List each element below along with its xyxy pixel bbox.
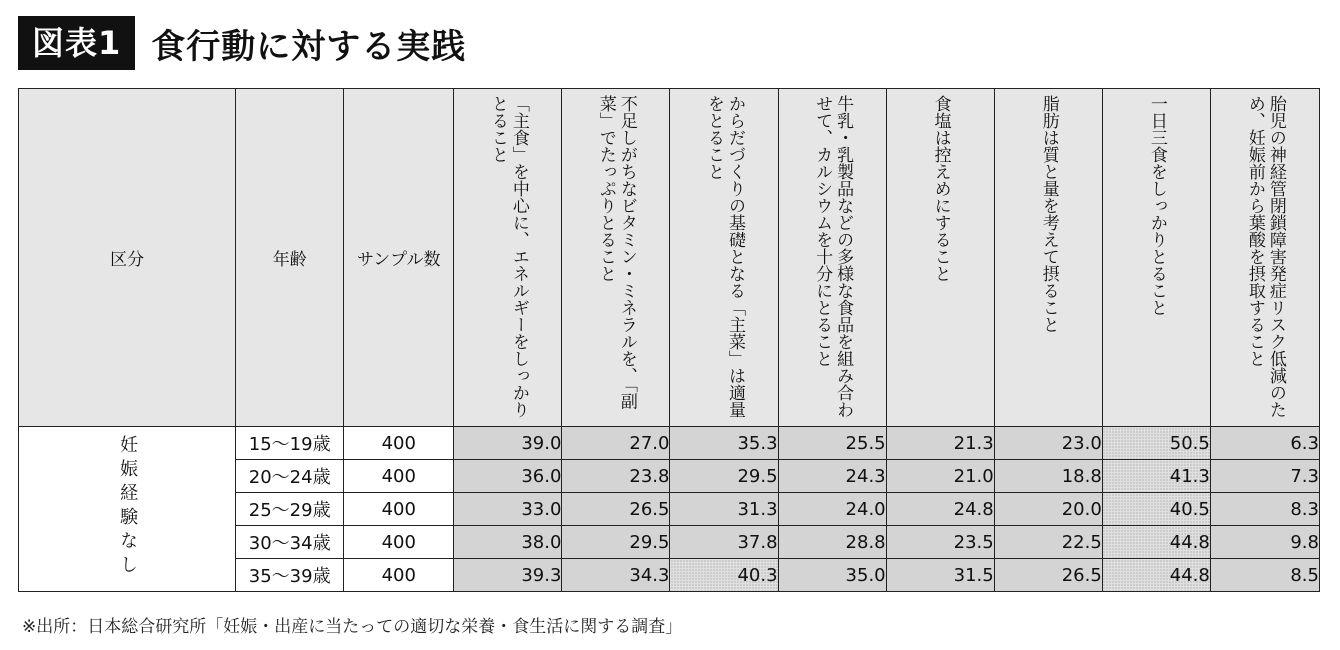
- sample-cell: 400: [344, 526, 454, 559]
- value-cell: 28.8: [778, 526, 886, 559]
- value-cell: 22.5: [994, 526, 1102, 559]
- header-col-8: [1210, 89, 1319, 427]
- figure-header: [18, 15, 466, 71]
- value-cell: 8.3: [1210, 493, 1319, 526]
- value-cell: 35.3: [670, 427, 778, 460]
- value-cell: 31.5: [886, 559, 994, 592]
- value-cell: 9.8: [1210, 526, 1319, 559]
- header-col-2: [562, 89, 670, 427]
- group-label: 妊娠経験なし: [117, 434, 139, 579]
- header-col-7-label: 一日三食をしっかりとること: [1146, 94, 1167, 316]
- value-cell: 33.0: [454, 493, 562, 526]
- header-col-1-label: 「主食」を中心に、エネルギーをしっかりとること: [487, 94, 529, 418]
- value-cell: 39.3: [454, 559, 562, 592]
- sample-cell: 400: [344, 427, 454, 460]
- header-col-6: [994, 89, 1102, 427]
- value-cell: 25.5: [778, 427, 886, 460]
- age-cell: 15〜19歳: [236, 427, 344, 460]
- value-cell: 34.3: [562, 559, 670, 592]
- value-cell: 37.8: [670, 526, 778, 559]
- header-col-8-label: 胎児の神経管閉鎖障害発症リスク低減のため、妊娠前から葉酸を摂取すること: [1244, 94, 1286, 418]
- age-cell: 35〜39歳: [236, 559, 344, 592]
- header-col-7: [1102, 89, 1210, 427]
- header-row: [19, 89, 1320, 427]
- value-cell: 26.5: [562, 493, 670, 526]
- value-cell-highlighted: 44.8: [1102, 526, 1210, 559]
- group-cell: [19, 427, 236, 592]
- age-cell: 30〜34歳: [236, 526, 344, 559]
- value-cell-highlighted: 50.5: [1102, 427, 1210, 460]
- table-row: [19, 427, 1320, 460]
- value-cell: 23.5: [886, 526, 994, 559]
- age-cell: 25〜29歳: [236, 493, 344, 526]
- value-cell-highlighted: 44.8: [1102, 559, 1210, 592]
- value-cell: 31.3: [670, 493, 778, 526]
- value-cell: 24.8: [886, 493, 994, 526]
- value-cell-highlighted: 40.5: [1102, 493, 1210, 526]
- header-col-4-label: 牛乳・乳製品などの多様な食品を組み合わせて、カルシウムを十分にとること: [812, 94, 854, 418]
- value-cell: 36.0: [454, 460, 562, 493]
- value-cell-highlighted: 40.3: [670, 559, 778, 592]
- value-cell: 23.0: [994, 427, 1102, 460]
- header-col-2-label: 不足しがちなビタミン・ミネラルを、「副菜」でたっぷりとること: [595, 94, 637, 409]
- value-cell: 29.5: [562, 526, 670, 559]
- header-age: 年齢: [236, 89, 344, 427]
- value-cell: 18.8: [994, 460, 1102, 493]
- value-cell: 21.3: [886, 427, 994, 460]
- value-cell: 20.0: [994, 493, 1102, 526]
- header-col-3: [670, 89, 778, 427]
- value-cell: 27.0: [562, 427, 670, 460]
- value-cell-highlighted: 41.3: [1102, 460, 1210, 493]
- figure-badge: 図表1: [18, 16, 135, 70]
- source-footnote: ※出所：日本総合研究所「妊娠・出産に当たっての適切な栄養・食生活に関する調査」: [22, 617, 683, 637]
- value-cell: 7.3: [1210, 460, 1319, 493]
- value-cell: 24.0: [778, 493, 886, 526]
- value-cell: 21.0: [886, 460, 994, 493]
- value-cell: 24.3: [778, 460, 886, 493]
- value-cell: 29.5: [670, 460, 778, 493]
- value-cell: 23.8: [562, 460, 670, 493]
- practice-table: [18, 88, 1320, 592]
- header-group: 区分: [19, 89, 236, 427]
- header-col-1: [454, 89, 562, 427]
- header-col-5-label: 食塩は控えめにすること: [930, 94, 951, 282]
- value-cell: 6.3: [1210, 427, 1319, 460]
- value-cell: 35.0: [778, 559, 886, 592]
- header-sample: サンプル数: [344, 89, 454, 427]
- header-col-6-label: 脂肪は質と量を考えて摂ること: [1038, 94, 1059, 333]
- figure-title: 食行動に対する実践: [151, 26, 467, 67]
- sample-cell: 400: [344, 493, 454, 526]
- header-col-5: [886, 89, 994, 427]
- value-cell: 38.0: [454, 526, 562, 559]
- age-cell: 20〜24歳: [236, 460, 344, 493]
- header-col-3-label: からだづくりの基礎となる「主菜」は適量をとること: [704, 94, 745, 418]
- value-cell: 39.0: [454, 427, 562, 460]
- value-cell: 26.5: [994, 559, 1102, 592]
- value-cell: 8.5: [1210, 559, 1319, 592]
- header-col-4: [778, 89, 886, 427]
- sample-cell: 400: [344, 460, 454, 493]
- sample-cell: 400: [344, 559, 454, 592]
